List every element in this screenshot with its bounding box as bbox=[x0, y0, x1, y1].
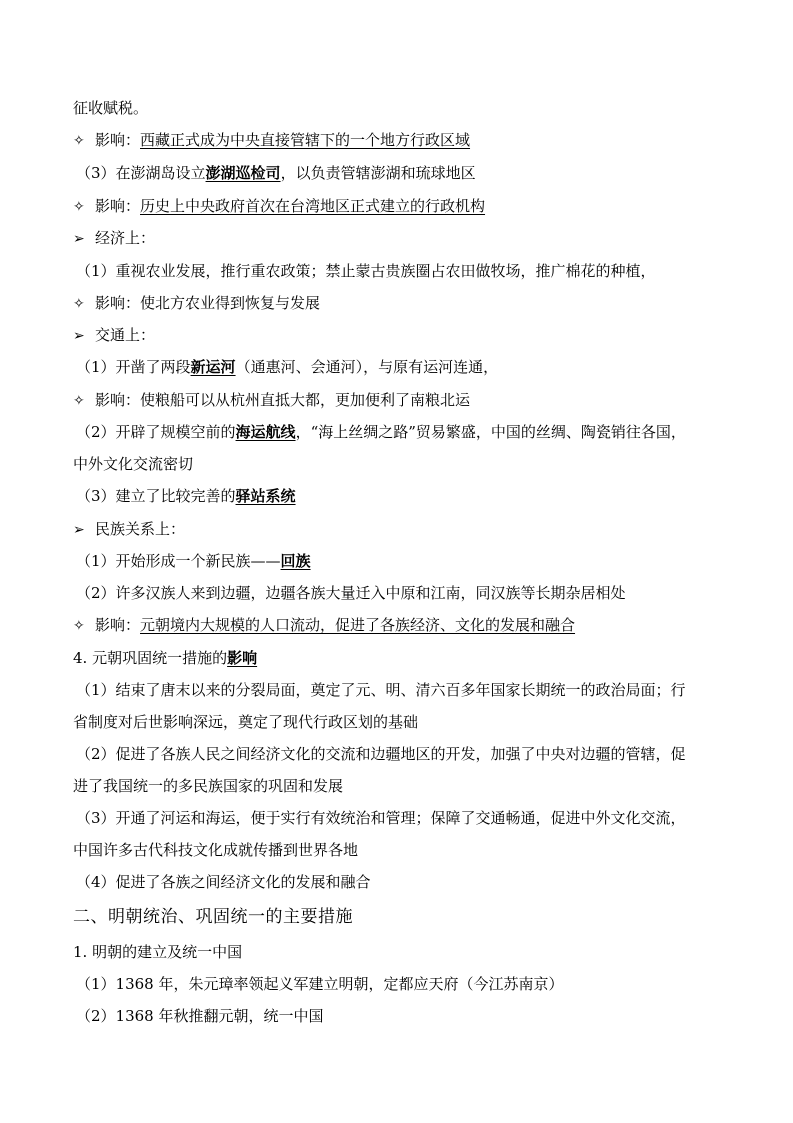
text-line: （2）促进了各族人民之间经济文化的交流和边疆地区的开发，加强了中央对边疆的管辖，促 bbox=[76, 745, 686, 763]
key-term: 回族 bbox=[280, 552, 311, 570]
text-line: （1）开凿了两段新运河（通惠河、会通河），与原有运河连通， bbox=[76, 358, 499, 376]
arrow-bullet-icon: ➢ bbox=[73, 328, 85, 344]
text-line: （3）建立了比较完善的驿站系统 bbox=[76, 487, 296, 505]
key-term: 驿站系统 bbox=[235, 487, 296, 505]
diamond-bullet-icon: ✧ bbox=[73, 393, 85, 409]
arrow-bullet-icon: ➢ bbox=[73, 231, 85, 247]
text-line: ➢ 经济上： bbox=[73, 229, 156, 247]
text-line: （1）重视农业发展，推行重农政策；禁止蒙古贵族圈占农田做牧场，推广棉花的种植， bbox=[76, 262, 656, 280]
text-line: （2）1368 年秋推翻元朝，统一中国 bbox=[76, 1007, 324, 1025]
text-line: （1）结束了唐末以来的分裂局面，奠定了元、明、清六百多年国家长期统一的政治局面；行 bbox=[76, 681, 686, 699]
text-line: 中国许多古代科技文化成就传播到世界各地 bbox=[73, 841, 359, 859]
text-line: （1）开始形成一个新民族——回族 bbox=[76, 552, 311, 570]
text-line: （2）许多汉族人来到边疆，边疆各族大量迁入中原和江南，同汉族等长期杂居相处 bbox=[76, 584, 626, 602]
key-term: 澎湖巡检司 bbox=[205, 164, 281, 182]
arrow-bullet-icon: ➢ bbox=[73, 522, 85, 538]
key-term: 影响 bbox=[227, 649, 258, 667]
text-line: （4）促进了各族之间经济文化的发展和融合 bbox=[76, 873, 371, 891]
text-line: ✧ 影响：元朝境内大规模的人口流动，促进了各族经济、文化的发展和融合 bbox=[73, 616, 576, 634]
underlined-text: 元朝境内大规模的人口流动，促进了各族经济、文化的发展和融合 bbox=[140, 616, 576, 634]
text-line: ➢ 交通上： bbox=[73, 326, 156, 344]
underlined-text: 西藏正式成为中央直接管辖下的一个地方行政区域 bbox=[140, 131, 471, 149]
diamond-bullet-icon: ✧ bbox=[73, 618, 85, 634]
text-line: ➢ 民族关系上： bbox=[73, 520, 186, 538]
text-line: ✧ 影响：历史上中央政府首次在台湾地区正式建立的行政机构 bbox=[73, 197, 486, 215]
text-line: 1. 明朝的建立及统一中国 bbox=[73, 943, 243, 961]
text-line: （3）开通了河运和海运，便于实行有效统治和管理；保障了交通畅通，促进中外文化交流， bbox=[76, 809, 686, 827]
text-line: ✧ 影响：使北方农业得到恢复与发展 bbox=[73, 294, 321, 312]
text-line: 征收赋税。 bbox=[73, 99, 149, 117]
diamond-bullet-icon: ✧ bbox=[73, 296, 85, 312]
diamond-bullet-icon: ✧ bbox=[73, 199, 85, 215]
text-line: 中外文化交流密切 bbox=[73, 455, 194, 473]
text-line: （3）在澎湖岛设立澎湖巡检司，以负责管辖澎湖和琉球地区 bbox=[76, 164, 476, 182]
diamond-bullet-icon: ✧ bbox=[73, 133, 85, 149]
text-line: 进了我国统一的多民族国家的巩固和发展 bbox=[73, 777, 344, 795]
section-heading: 二、明朝统治、巩固统一的主要措施 bbox=[73, 907, 353, 927]
text-line: （1）1368 年，朱元璋率领起义军建立明朝，定都应天府（今江苏南京） bbox=[76, 975, 564, 993]
key-term: 海运航线 bbox=[235, 423, 296, 441]
text-line: ✧ 影响：使粮船可以从杭州直抵大都，更加便利了南粮北运 bbox=[73, 391, 471, 409]
section-subheading: 4. 元朝巩固统一措施的影响 bbox=[73, 649, 258, 667]
text-line: （2）开辟了规模空前的海运航线，“海上丝绸之路”贸易繁盛，中国的丝绸、陶瓷销往各国， bbox=[76, 423, 686, 441]
text-line: ✧ 影响：西藏正式成为中央直接管辖下的一个地方行政区域 bbox=[73, 131, 471, 149]
underlined-text: 历史上中央政府首次在台湾地区正式建立的行政机构 bbox=[140, 197, 486, 215]
text-line: 省制度对后世影响深远，奠定了现代行政区划的基础 bbox=[73, 713, 419, 731]
key-term: 新运河 bbox=[190, 358, 236, 376]
